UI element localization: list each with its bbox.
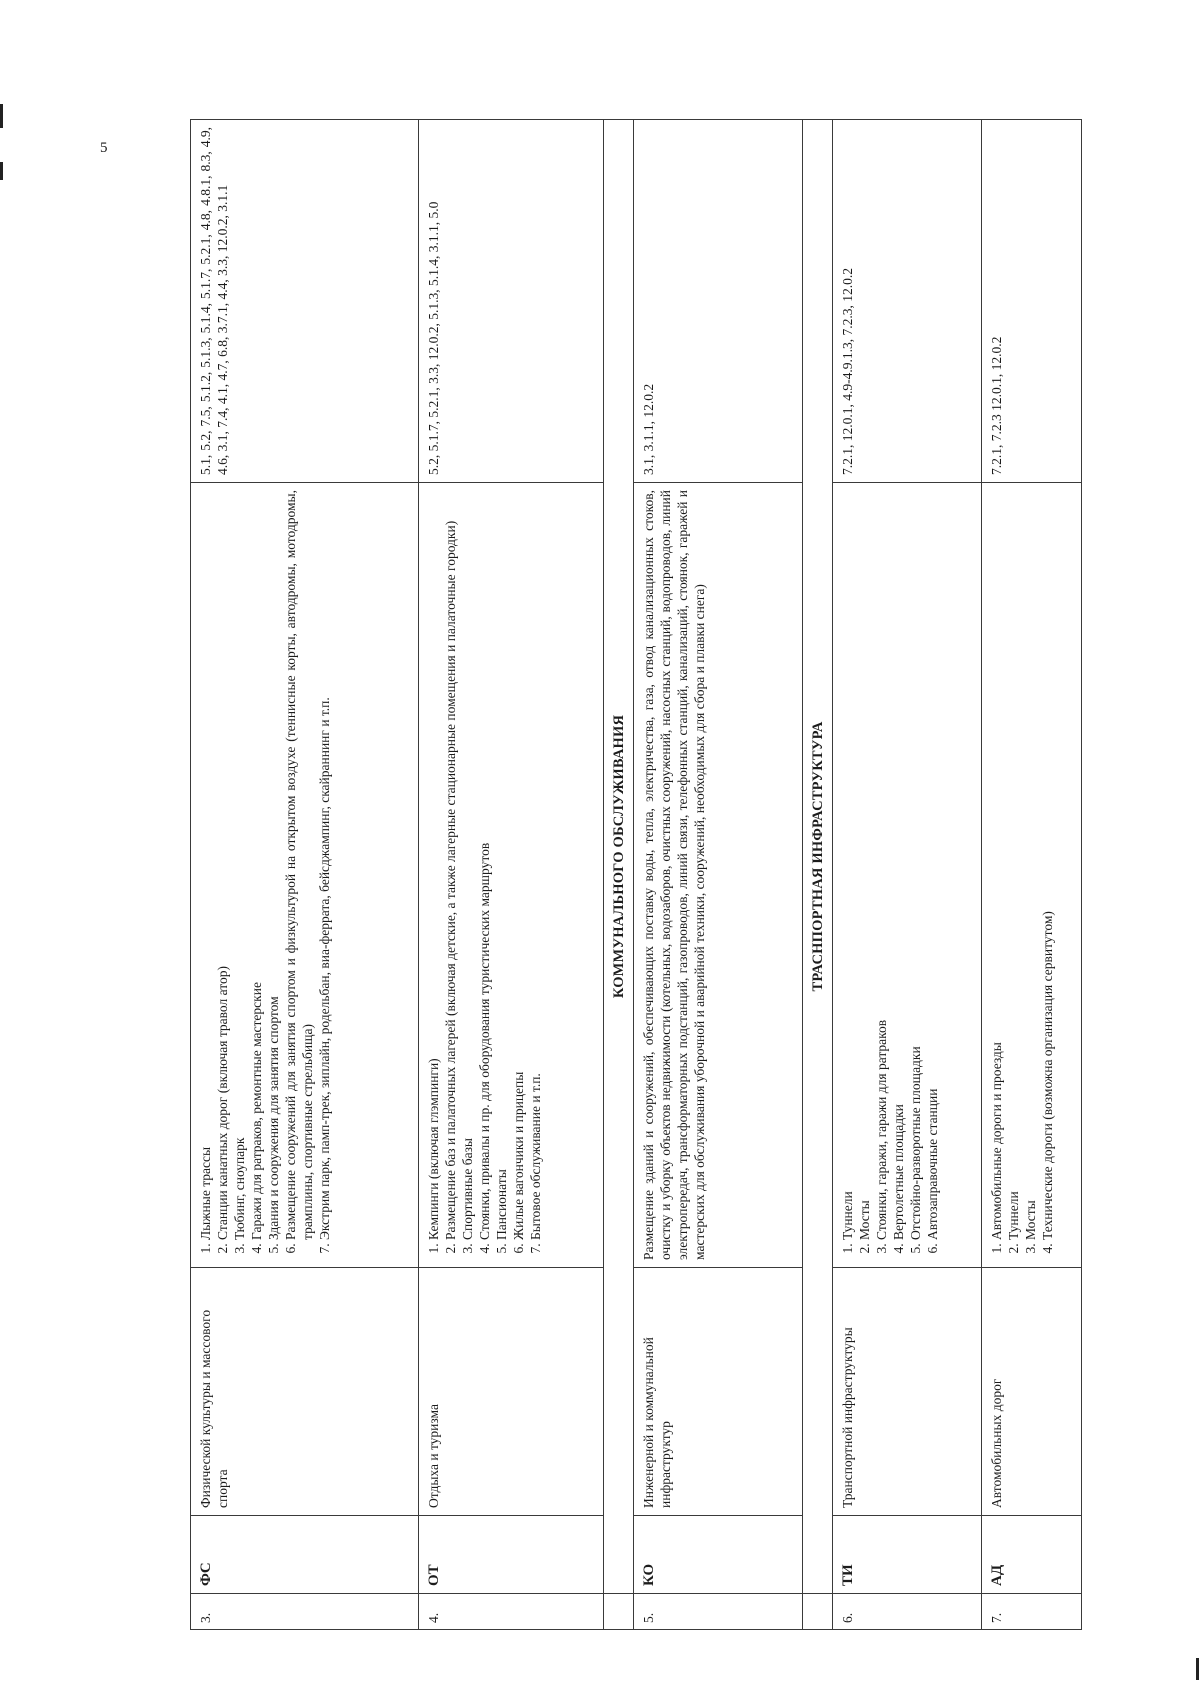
- classifier-codes: 7.2.1, 12.0.1, 4.9-4.9.1.3, 7.2.3, 12.0.2: [833, 120, 982, 483]
- list-item: 1. Лыжные трассы: [197, 490, 214, 1240]
- classifier-codes: 3.1, 3.1.1, 12.0.2: [634, 120, 803, 483]
- list-item: 4. Стоянки, привалы и пр. для оборудования туристических маршрутов: [476, 490, 493, 1240]
- land-use-table-frame: [190, 120, 1082, 1630]
- permitted-uses-list: [197, 490, 333, 1260]
- classifier-codes: 7.2.1, 7.2.3 12.0.1, 12.0.2: [982, 120, 1082, 483]
- list-item: 1. Кемпинги (включая глэмпинги): [425, 490, 442, 1240]
- row-number: 4.: [418, 1594, 603, 1630]
- classifier-codes: 5.2, 5.1.7, 5.2.1, 3.3, 12.0.2, 5.1.3, 5.1.4, 3.1.1, 5.0: [418, 120, 603, 483]
- list-item: 5. Здания и сооружения для занятия спортом: [265, 490, 282, 1240]
- table-row-ad: [982, 120, 1082, 1630]
- list-item: 2. Размещение баз и палаточных лагерей (включая детские, а также лагерные стационарные помещения и палаточные городки): [442, 490, 459, 1240]
- zone-code: ФС: [191, 1516, 419, 1594]
- zone-name: Физической культуры и массового спорта: [191, 1268, 419, 1516]
- permitted-uses-list: [425, 490, 544, 1260]
- permitted-uses-list: [988, 490, 1056, 1260]
- zone-name: Инженерной и коммунальной инфраструктур: [634, 1268, 803, 1516]
- list-item: 2. Станции канатных дорог (включая травол атор): [214, 490, 231, 1240]
- section-empty-cell: [604, 1594, 634, 1630]
- list-item: 3. Спортивные базы: [459, 490, 476, 1240]
- permitted-uses-list: [839, 490, 941, 1260]
- zone-name: Автомобильных дорог: [982, 1268, 1082, 1516]
- list-item: 1. Автомобильные дороги и проезды: [988, 490, 1005, 1240]
- list-item: 4. Гаражи для ратраков, ремонтные мастерские: [248, 490, 265, 1240]
- list-item: 4. Технические дороги (возможна организация сервитутом): [1039, 490, 1056, 1240]
- permitted-uses: [982, 483, 1082, 1268]
- zone-code: АД: [982, 1516, 1082, 1594]
- list-item: 3. Тюбинг, сноупарк: [231, 490, 248, 1240]
- list-item: 7. Бытовое обслуживание и т.п.: [527, 490, 544, 1240]
- row-number: 3.: [191, 1594, 419, 1630]
- table-row-ko: [634, 120, 803, 1630]
- list-item: 1. Туннели: [839, 490, 856, 1240]
- list-item: 7. Экстрим парк, памп-трек, зиплайн, родельбан, виа-феррата, бейсджампинг, скайраннинг и т.п.: [316, 490, 333, 1240]
- list-item: 6. Жилые вагончики и прицепы: [510, 490, 527, 1240]
- list-item: 4. Вертолетные площадки: [890, 490, 907, 1240]
- scan-mark-top-2: [0, 162, 3, 180]
- zone-code: КО: [634, 1516, 803, 1594]
- zone-name: Отдыха и туризма: [418, 1268, 603, 1516]
- row-number: 6.: [833, 1594, 982, 1630]
- zone-code: ОТ: [418, 1516, 603, 1594]
- section-row-kommunal: [604, 120, 634, 1630]
- table-row-fs: [191, 120, 419, 1630]
- table-row-ti: [833, 120, 982, 1630]
- zone-code: ТИ: [833, 1516, 982, 1594]
- list-item: 3. Стоянки, гаражи, гаражи для ратраков: [873, 490, 890, 1240]
- section-row-transport: [803, 120, 833, 1630]
- classifier-codes: 5.1, 5.2, 7.5, 5.1.2, 5.1.3, 5.1.4, 5.1.7, 5.2.1, 4.8, 4.8.1, 8.3, 4.9, 4.6, 3.1, 7.4, 4.1, 4.7, 6.8, 3.7.1, 4.4, 3.3, 12.0.2, 3.1.1: [191, 120, 419, 483]
- list-item: 3. Мосты: [1022, 490, 1039, 1240]
- section-header: КОММУНАЛЬНОГО ОБСЛУЖИВАНИЯ: [604, 120, 634, 1594]
- list-item: 5. Отстойно-разворотные площадки: [907, 490, 924, 1240]
- list-item: 6. Размещение сооружений для занятия спортом и физкультурой на открытом воздухе (теннисные корты, автодромы, мотодромы, трамплины, спортивные стрельбища): [282, 490, 316, 1240]
- page-number: 5: [100, 140, 108, 156]
- section-empty-cell: [803, 1594, 833, 1630]
- permitted-uses: [833, 483, 982, 1268]
- table-row-ot: [418, 120, 603, 1630]
- list-item: 5. Пансионаты: [493, 490, 510, 1240]
- land-use-table: [190, 119, 1082, 1630]
- list-item: 6. Автозаправочные станции: [924, 490, 941, 1240]
- permitted-uses: [191, 483, 419, 1268]
- zone-name: Транспортной инфраструктуры: [833, 1268, 982, 1516]
- section-header: ТРАСНПОРТНАЯ ИНФРАСТРУКТУРА: [803, 120, 833, 1594]
- permitted-uses: Размещение зданий и сооружений, обеспечивающих поставку воды, тепла, электричества, газа, отвод канализационных стоков, очистку и уборку объектов недвижимости (котельных, водозаборов, очистных сооружений, насосных станций, водопроводов, линий электропередач, трансформаторных подстанций, газопроводов, линий связи, телефонных станций, канализаций, стоянок, гаражей и мастерских для обслуживания уборочной и аварийной техники, сооружений, необходимых для сбора и плавки снега): [634, 483, 803, 1268]
- list-item: 2. Туннели: [1005, 490, 1022, 1240]
- row-number: 5.: [634, 1594, 803, 1630]
- scan-mark-top: [0, 104, 3, 128]
- permitted-uses: [418, 483, 603, 1268]
- scan-mark-bottom: [1196, 1658, 1199, 1680]
- list-item: 2. Мосты: [856, 490, 873, 1240]
- row-number: 7.: [982, 1594, 1082, 1630]
